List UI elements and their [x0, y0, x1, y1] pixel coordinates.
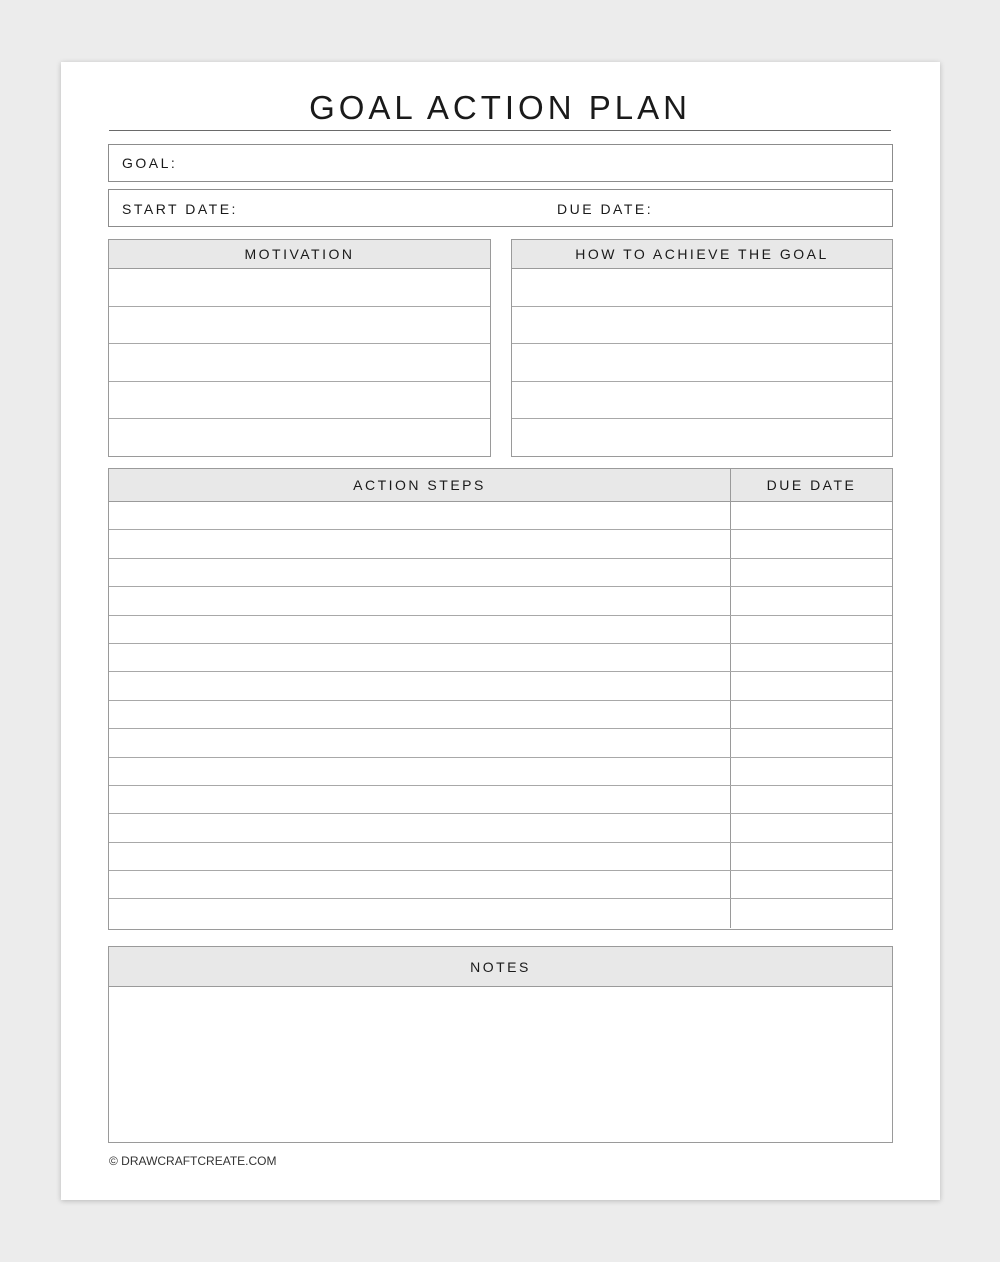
step-due-date-cell[interactable]	[731, 559, 892, 586]
step-due-date-cell[interactable]	[731, 786, 892, 813]
action-step-row	[109, 786, 892, 814]
motivation-header: MOTIVATION	[109, 240, 490, 269]
how-to-achieve-header: HOW TO ACHIEVE THE GOAL	[512, 240, 892, 269]
how-to-achieve-table	[511, 239, 893, 457]
how-to-achieve-row[interactable]	[512, 419, 892, 457]
how-to-achieve-row[interactable]	[512, 307, 892, 345]
how-to-achieve-row[interactable]	[512, 344, 892, 382]
action-step-cell[interactable]	[109, 758, 731, 785]
step-due-date-cell[interactable]	[731, 644, 892, 671]
action-step-row	[109, 758, 892, 786]
action-step-cell[interactable]	[109, 502, 731, 529]
step-due-date-cell[interactable]	[731, 587, 892, 614]
action-step-cell[interactable]	[109, 616, 731, 643]
step-due-date-cell[interactable]	[731, 502, 892, 529]
action-step-cell[interactable]	[109, 786, 731, 813]
action-step-row	[109, 644, 892, 672]
action-step-row	[109, 843, 892, 871]
motivation-row[interactable]	[109, 307, 490, 345]
action-step-row	[109, 616, 892, 644]
goal-label: GOAL:	[122, 155, 178, 171]
action-step-cell[interactable]	[109, 814, 731, 841]
action-step-row	[109, 502, 892, 530]
action-step-cell[interactable]	[109, 899, 731, 927]
notes-header: NOTES	[109, 947, 892, 987]
action-step-cell[interactable]	[109, 559, 731, 586]
copyright-footer: © DRAWCRAFTCREATE.COM	[109, 1154, 277, 1168]
action-step-row	[109, 559, 892, 587]
step-due-date-cell[interactable]	[731, 616, 892, 643]
motivation-table	[108, 239, 491, 457]
step-due-date-cell[interactable]	[731, 701, 892, 728]
title-underline	[109, 130, 891, 131]
action-step-cell[interactable]	[109, 843, 731, 870]
step-due-date-cell[interactable]	[731, 843, 892, 870]
step-due-date-cell[interactable]	[731, 814, 892, 841]
action-step-row	[109, 672, 892, 700]
action-steps-header: ACTION STEPS	[109, 469, 731, 501]
action-step-row	[109, 899, 892, 927]
action-step-cell[interactable]	[109, 729, 731, 756]
how-to-achieve-row[interactable]	[512, 269, 892, 307]
step-due-date-cell[interactable]	[731, 871, 892, 898]
goal-field[interactable]	[108, 144, 893, 182]
action-steps-table	[108, 468, 893, 930]
motivation-row[interactable]	[109, 382, 490, 420]
step-due-date-cell[interactable]	[731, 899, 892, 927]
action-step-row	[109, 729, 892, 757]
motivation-row[interactable]	[109, 419, 490, 457]
action-step-row	[109, 814, 892, 842]
motivation-row[interactable]	[109, 344, 490, 382]
step-due-date-cell[interactable]	[731, 729, 892, 756]
action-step-row	[109, 871, 892, 899]
due-date-header: DUE DATE	[766, 477, 857, 493]
motivation-row[interactable]	[109, 269, 490, 307]
step-due-date-cell[interactable]	[731, 530, 892, 557]
action-step-cell[interactable]	[109, 587, 731, 614]
page-title: GOAL ACTION PLAN	[309, 89, 691, 126]
step-due-date-cell[interactable]	[731, 672, 892, 699]
due-date-label: DUE DATE:	[557, 201, 654, 217]
step-due-date-cell[interactable]	[731, 758, 892, 785]
notes-area[interactable]	[109, 987, 892, 1142]
how-to-achieve-row[interactable]	[512, 382, 892, 420]
action-step-row	[109, 701, 892, 729]
action-step-cell[interactable]	[109, 701, 731, 728]
action-step-row	[109, 530, 892, 558]
action-step-cell[interactable]	[109, 871, 731, 898]
action-step-cell[interactable]	[109, 644, 731, 671]
start-date-label: START DATE:	[122, 201, 238, 217]
action-step-cell[interactable]	[109, 530, 731, 557]
notes-table	[108, 946, 893, 1143]
action-step-cell[interactable]	[109, 672, 731, 699]
action-step-row	[109, 587, 892, 615]
